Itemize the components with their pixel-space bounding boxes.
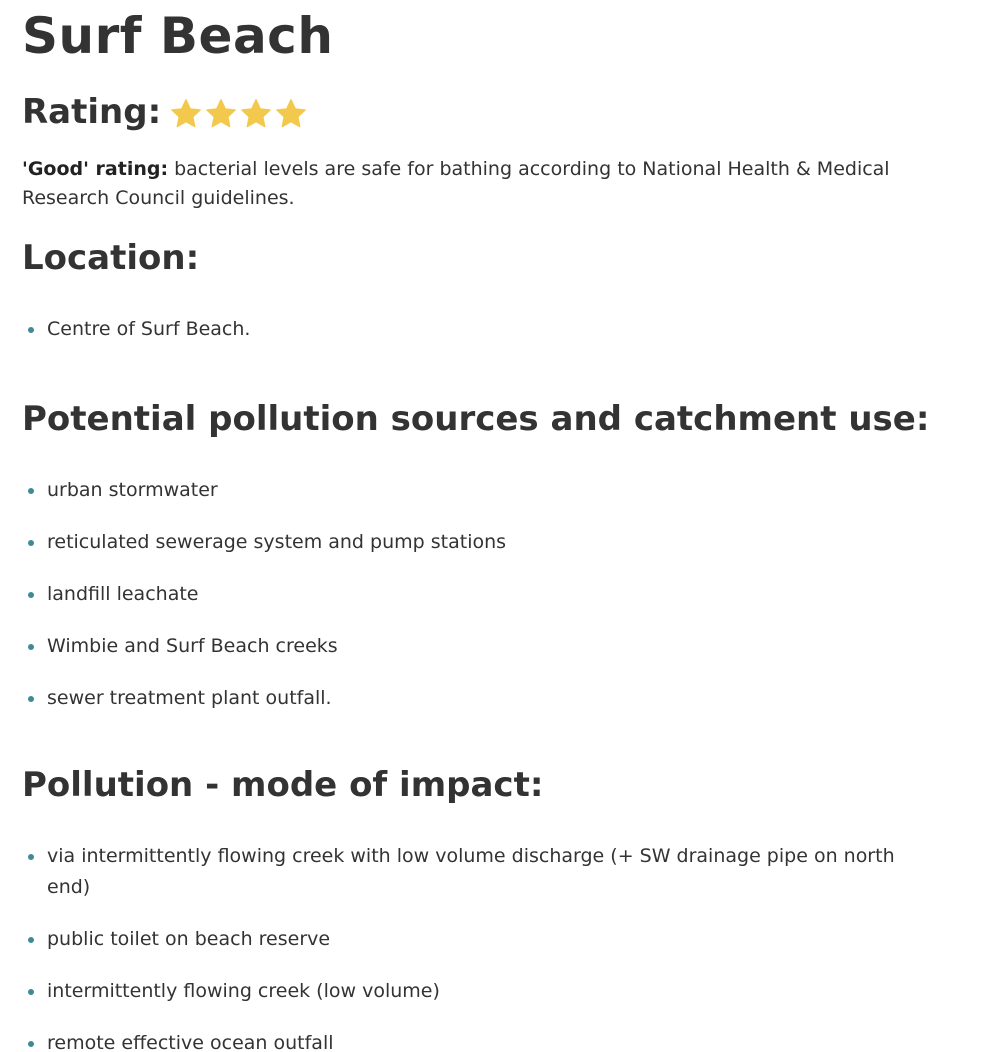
rating-row xyxy=(22,88,309,136)
page-title: Surf Beach xyxy=(22,7,334,65)
mode-of-impact-heading: Pollution - mode of impact: xyxy=(22,765,544,805)
bullet-icon xyxy=(28,696,34,702)
pollution-sources-list xyxy=(22,475,902,735)
star-icon xyxy=(169,97,203,131)
bullet-icon xyxy=(28,644,34,650)
list-item xyxy=(22,631,902,662)
bullet-icon xyxy=(28,989,34,995)
list-item-text: via intermittently flowing creek with low volume discharge (+ SW drainage pipe on north end) xyxy=(47,845,895,898)
location-list xyxy=(22,314,902,366)
list-item-text: urban stormwater xyxy=(47,479,218,501)
list-item xyxy=(22,841,902,903)
list-item xyxy=(22,314,902,345)
mode-of-impact-list xyxy=(22,841,902,1052)
star-icon xyxy=(274,97,308,131)
bullet-icon xyxy=(28,327,34,333)
list-item-text: Wimbie and Surf Beach creeks xyxy=(47,635,338,657)
list-item-text: public toilet on beach reserve xyxy=(47,928,331,950)
list-item xyxy=(22,579,902,610)
bullet-icon xyxy=(28,854,34,860)
rating-description xyxy=(22,155,922,213)
pollution-sources-heading: Potential pollution sources and catchment use: xyxy=(22,399,930,439)
bullet-icon xyxy=(28,937,34,943)
list-item xyxy=(22,976,902,1007)
bullet-icon xyxy=(28,1041,34,1047)
bullet-icon xyxy=(28,592,34,598)
location-heading: Location: xyxy=(22,238,200,278)
rating-label: Rating: xyxy=(22,92,162,132)
list-item-text: sewer treatment plant outfall. xyxy=(47,687,332,709)
list-item-text: landfill leachate xyxy=(47,583,199,605)
star-icon xyxy=(204,97,238,131)
list-item-text: reticulated sewerage system and pump stations xyxy=(47,531,507,553)
star-rating xyxy=(169,97,309,131)
bullet-icon xyxy=(28,488,34,494)
list-item-text: remote effective ocean outfall xyxy=(47,1032,334,1052)
list-item xyxy=(22,527,902,558)
list-item-text: intermittently flowing creek (low volume) xyxy=(47,980,440,1002)
list-item xyxy=(22,924,902,955)
list-item xyxy=(22,475,902,506)
list-item xyxy=(22,1028,902,1052)
rating-description-text: bacterial levels are safe for bathing according to National Health & Medical Research Council guidelines. xyxy=(22,158,890,209)
star-icon xyxy=(239,97,273,131)
rating-description-prefix: 'Good' rating: xyxy=(22,158,169,180)
bullet-icon xyxy=(28,540,34,546)
list-item xyxy=(22,683,902,714)
list-item-text: Centre of Surf Beach. xyxy=(47,318,251,340)
